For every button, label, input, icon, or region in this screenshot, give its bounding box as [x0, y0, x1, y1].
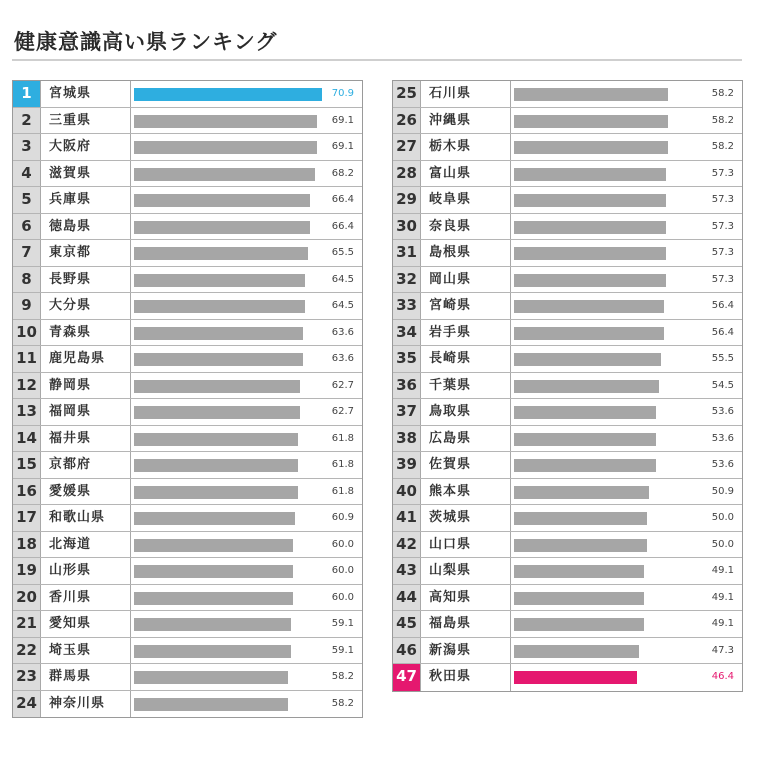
rank-number: 21: [13, 611, 41, 637]
ranking-row: [393, 346, 742, 373]
rank-number: 39: [393, 452, 421, 478]
rank-number: 38: [393, 426, 421, 452]
value-bar: [514, 194, 666, 207]
column-separator: [130, 240, 131, 266]
value-label: 57.3: [711, 273, 734, 285]
rank-number: 24: [13, 691, 41, 718]
rank-number: 27: [393, 134, 421, 160]
column-separator: [130, 691, 131, 718]
value-bar: [134, 671, 288, 684]
prefecture-name: 和歌山県: [49, 510, 106, 525]
value-label: 69.1: [331, 114, 354, 126]
value-label: 55.5: [711, 353, 734, 364]
value-bar: [134, 274, 305, 287]
prefecture-name: 高知県: [429, 589, 472, 605]
value-bar: [134, 353, 303, 366]
value-label: 64.5: [331, 300, 354, 311]
prefecture-name: 岡山県: [429, 271, 472, 287]
rank-number: 28: [393, 161, 421, 187]
value-label: 50.0: [711, 538, 734, 550]
value-bar: [514, 168, 666, 181]
value-bar: [134, 433, 298, 446]
rank-number: 25: [393, 81, 421, 107]
value-bar: [134, 592, 293, 605]
value-label: 69.1: [331, 141, 354, 152]
prefecture-name: 福井県: [49, 430, 92, 446]
value-label: 60.0: [331, 591, 354, 603]
value-label: 70.9: [331, 88, 354, 99]
value-bar: [514, 221, 666, 234]
column-separator: [510, 532, 511, 558]
value-bar: [134, 247, 308, 260]
value-bar: [134, 141, 317, 154]
ranking-row: [13, 81, 362, 108]
prefecture-name: 徳島県: [49, 218, 92, 234]
column-separator: [130, 81, 131, 107]
ranking-row: [13, 373, 362, 400]
column-separator: [130, 585, 131, 611]
value-label: 59.1: [331, 644, 354, 656]
value-bar: [514, 353, 661, 366]
rank-number: 13: [13, 399, 41, 425]
prefecture-name: 広島県: [429, 430, 472, 446]
column-separator: [130, 505, 131, 531]
value-label: 56.4: [711, 300, 734, 311]
value-bar: [514, 115, 668, 128]
value-bar: [134, 115, 317, 128]
value-bar: [134, 565, 293, 578]
ranking-row: [393, 664, 742, 691]
ranking-row: [13, 638, 362, 665]
column-separator: [510, 346, 511, 372]
prefecture-name: 千葉県: [429, 377, 472, 393]
value-bar: [514, 565, 644, 578]
rank-number: 14: [13, 426, 41, 452]
prefecture-name: 静岡県: [49, 377, 92, 393]
column-separator: [510, 267, 511, 293]
prefecture-name: 鹿児島県: [49, 351, 106, 366]
value-label: 66.4: [331, 194, 354, 205]
value-label: 68.2: [331, 167, 354, 179]
value-label: 61.8: [331, 432, 354, 444]
column-separator: [130, 293, 131, 319]
rank-number: 34: [393, 320, 421, 346]
value-bar: [514, 459, 656, 472]
column-separator: [130, 320, 131, 346]
ranking-row: [393, 638, 742, 665]
value-bar: [514, 88, 668, 101]
prefecture-name: 香川県: [49, 589, 92, 605]
value-bar: [514, 327, 664, 340]
value-label: 58.2: [711, 141, 734, 152]
prefecture-name: 神奈川県: [49, 695, 106, 711]
ranking-row: [393, 267, 742, 294]
column-separator: [130, 373, 131, 399]
ranking-row: [393, 532, 742, 559]
value-bar: [514, 539, 647, 552]
column-separator: [510, 558, 511, 584]
prefecture-name: 山梨県: [429, 563, 472, 578]
rank-number: 4: [13, 161, 41, 187]
value-label: 64.5: [331, 273, 354, 285]
column-separator: [130, 108, 131, 134]
column-separator: [130, 479, 131, 505]
prefecture-name: 岩手県: [429, 324, 472, 340]
ranking-row: [13, 664, 362, 691]
column-separator: [510, 108, 511, 134]
column-separator: [130, 452, 131, 478]
ranking-row: [13, 691, 362, 718]
prefecture-name: 長野県: [49, 271, 92, 287]
value-bar: [514, 618, 644, 631]
value-label: 63.6: [331, 326, 354, 338]
prefecture-name: 奈良県: [429, 218, 472, 234]
value-bar: [514, 406, 656, 419]
rank-number: 40: [393, 479, 421, 505]
rank-number: 47: [393, 664, 421, 691]
value-label: 46.4: [711, 671, 734, 682]
ranking-row: [13, 505, 362, 532]
prefecture-name: 沖縄県: [429, 112, 472, 128]
value-label: 50.0: [711, 512, 734, 523]
column-separator: [510, 320, 511, 346]
value-label: 61.8: [331, 459, 354, 470]
ranking-row: [13, 134, 362, 161]
ranking-row: [393, 81, 742, 108]
rank-number: 23: [13, 664, 41, 690]
value-bar: [134, 539, 293, 552]
column-separator: [130, 664, 131, 690]
value-bar: [514, 247, 666, 260]
title-divider: [12, 59, 742, 61]
column-separator: [510, 240, 511, 266]
ranking-row: [13, 187, 362, 214]
prefecture-name: 大分県: [49, 298, 92, 313]
ranking-row: [13, 585, 362, 612]
ranking-row: [13, 479, 362, 506]
prefecture-name: 宮崎県: [429, 298, 472, 313]
ranking-row: [393, 108, 742, 135]
ranking-row: [393, 426, 742, 453]
ranking-row: [13, 399, 362, 426]
ranking-row: [393, 505, 742, 532]
ranking-row: [13, 161, 362, 188]
ranking-row: [393, 161, 742, 188]
value-bar: [514, 433, 656, 446]
prefecture-name: 山口県: [429, 536, 472, 552]
column-separator: [510, 611, 511, 637]
value-bar: [134, 194, 310, 207]
column-separator: [510, 214, 511, 240]
prefecture-name: 福岡県: [49, 404, 92, 419]
rank-number: 11: [13, 346, 41, 372]
ranking-row: [393, 240, 742, 267]
rank-number: 15: [13, 452, 41, 478]
rank-number: 29: [393, 187, 421, 213]
value-bar: [514, 380, 659, 393]
rank-number: 43: [393, 558, 421, 584]
prefecture-name: 島根県: [429, 245, 472, 260]
value-bar: [134, 327, 303, 340]
column-separator: [130, 638, 131, 664]
column-separator: [130, 214, 131, 240]
value-bar: [514, 141, 668, 154]
ranking-row: [13, 108, 362, 135]
rank-number: 35: [393, 346, 421, 372]
ranking-row: [13, 452, 362, 479]
column-separator: [510, 585, 511, 611]
rank-number: 19: [13, 558, 41, 584]
rank-number: 20: [13, 585, 41, 611]
prefecture-name: 茨城県: [429, 510, 472, 525]
rank-number: 16: [13, 479, 41, 505]
ranking-row: [13, 320, 362, 347]
value-label: 47.3: [711, 644, 734, 656]
value-bar: [134, 645, 291, 658]
value-label: 58.2: [331, 671, 354, 682]
ranking-row: [13, 240, 362, 267]
value-label: 56.4: [711, 326, 734, 338]
value-bar: [134, 459, 298, 472]
prefecture-name: 兵庫県: [49, 192, 92, 207]
value-bar: [134, 300, 305, 313]
value-bar: [514, 274, 666, 287]
rank-number: 26: [393, 108, 421, 134]
rank-number: 1: [13, 81, 41, 107]
prefecture-name: 栃木県: [429, 139, 472, 154]
prefecture-name: 愛知県: [49, 616, 92, 631]
column-separator: [510, 426, 511, 452]
prefecture-name: 福島県: [429, 616, 472, 631]
rank-number: 3: [13, 134, 41, 160]
ranking-row: [393, 558, 742, 585]
value-bar: [134, 168, 315, 181]
value-label: 53.6: [711, 459, 734, 470]
prefecture-name: 青森県: [49, 324, 92, 340]
column-separator: [510, 664, 511, 691]
value-label: 62.7: [331, 379, 354, 391]
rank-number: 33: [393, 293, 421, 319]
ranking-row: [393, 293, 742, 320]
prefecture-name: 山形県: [49, 563, 92, 578]
ranking-row: [13, 532, 362, 559]
value-label: 50.9: [711, 485, 734, 497]
value-label: 58.2: [711, 88, 734, 99]
value-bar: [514, 512, 647, 525]
rank-number: 41: [393, 505, 421, 531]
rank-number: 37: [393, 399, 421, 425]
column-separator: [130, 161, 131, 187]
column-separator: [130, 346, 131, 372]
value-label: 57.3: [711, 220, 734, 232]
prefecture-name: 京都府: [49, 457, 92, 472]
prefecture-name: 大阪府: [49, 139, 92, 154]
column-separator: [510, 187, 511, 213]
ranking-table-right: [392, 80, 743, 692]
rank-number: 9: [13, 293, 41, 319]
column-separator: [510, 505, 511, 531]
value-label: 57.3: [711, 194, 734, 205]
value-label: 54.5: [711, 379, 734, 391]
value-label: 53.6: [711, 432, 734, 444]
value-label: 60.9: [331, 512, 354, 523]
value-bar: [514, 592, 644, 605]
column-separator: [510, 373, 511, 399]
value-bar: [134, 406, 300, 419]
rank-number: 36: [393, 373, 421, 399]
prefecture-name: 新潟県: [429, 642, 472, 658]
value-label: 58.2: [711, 114, 734, 126]
column-separator: [130, 558, 131, 584]
value-label: 58.2: [331, 697, 354, 709]
value-bar: [514, 671, 637, 684]
value-label: 61.8: [331, 485, 354, 497]
column-separator: [510, 134, 511, 160]
rank-number: 17: [13, 505, 41, 531]
ranking-row: [13, 611, 362, 638]
rank-number: 31: [393, 240, 421, 266]
ranking-row: [393, 399, 742, 426]
column-separator: [510, 293, 511, 319]
value-bar: [514, 486, 649, 499]
ranking-row: [13, 558, 362, 585]
column-separator: [130, 134, 131, 160]
prefecture-name: 秋田県: [429, 669, 472, 684]
rank-number: 42: [393, 532, 421, 558]
rank-number: 44: [393, 585, 421, 611]
value-bar: [134, 486, 298, 499]
column-separator: [130, 399, 131, 425]
value-label: 57.3: [711, 167, 734, 179]
value-label: 63.6: [331, 353, 354, 364]
value-bar: [134, 512, 295, 525]
ranking-row: [393, 373, 742, 400]
prefecture-name: 熊本県: [429, 483, 472, 499]
value-label: 60.0: [331, 565, 354, 576]
column-separator: [510, 452, 511, 478]
column-separator: [510, 161, 511, 187]
ranking-row: [393, 320, 742, 347]
ranking-row: [393, 134, 742, 161]
prefecture-name: 東京都: [49, 245, 92, 260]
prefecture-name: 石川県: [429, 86, 472, 101]
rank-number: 5: [13, 187, 41, 213]
rank-number: 45: [393, 611, 421, 637]
rank-number: 2: [13, 108, 41, 134]
ranking-row: [13, 293, 362, 320]
column-separator: [510, 479, 511, 505]
rank-number: 30: [393, 214, 421, 240]
rank-number: 22: [13, 638, 41, 664]
chart-title: 健康意識高い県ランキング: [14, 30, 278, 54]
column-separator: [510, 399, 511, 425]
rank-number: 32: [393, 267, 421, 293]
value-bar: [134, 380, 300, 393]
column-separator: [510, 638, 511, 664]
value-label: 65.5: [331, 247, 354, 258]
rank-number: 10: [13, 320, 41, 346]
ranking-row: [393, 452, 742, 479]
rank-number: 18: [13, 532, 41, 558]
rank-number: 6: [13, 214, 41, 240]
prefecture-name: 滋賀県: [49, 165, 92, 181]
rank-number: 46: [393, 638, 421, 664]
ranking-row: [393, 479, 742, 506]
prefecture-name: 三重県: [49, 112, 92, 128]
ranking-row: [13, 346, 362, 373]
value-label: 59.1: [331, 618, 354, 629]
value-label: 49.1: [711, 591, 734, 603]
value-bar: [514, 645, 639, 658]
prefecture-name: 群馬県: [49, 669, 92, 684]
value-bar: [134, 618, 291, 631]
ranking-row: [13, 426, 362, 453]
ranking-row: [393, 611, 742, 638]
prefecture-name: 北海道: [49, 536, 92, 552]
value-label: 57.3: [711, 247, 734, 258]
prefecture-name: 宮城県: [49, 86, 92, 101]
column-separator: [130, 611, 131, 637]
value-label: 53.6: [711, 406, 734, 417]
prefecture-name: 鳥取県: [429, 404, 472, 419]
prefecture-name: 愛媛県: [49, 483, 92, 499]
prefecture-name: 長崎県: [429, 351, 472, 366]
prefecture-name: 埼玉県: [49, 642, 92, 658]
ranking-row: [393, 187, 742, 214]
rank-number: 7: [13, 240, 41, 266]
column-separator: [130, 187, 131, 213]
ranking-table-left: [12, 80, 363, 718]
column-separator: [130, 426, 131, 452]
rank-number: 12: [13, 373, 41, 399]
value-label: 49.1: [711, 618, 734, 629]
value-label: 66.4: [331, 220, 354, 232]
value-label: 49.1: [711, 565, 734, 576]
prefecture-name: 富山県: [429, 165, 472, 181]
value-bar: [134, 88, 322, 101]
ranking-row: [393, 585, 742, 612]
value-label: 60.0: [331, 538, 354, 550]
value-label: 62.7: [331, 406, 354, 417]
value-bar: [134, 698, 288, 711]
ranking-row: [13, 267, 362, 294]
column-separator: [510, 81, 511, 107]
value-bar: [134, 221, 310, 234]
value-bar: [514, 300, 664, 313]
column-separator: [130, 532, 131, 558]
ranking-row: [13, 214, 362, 241]
prefecture-name: 岐阜県: [429, 192, 472, 207]
rank-number: 8: [13, 267, 41, 293]
column-separator: [130, 267, 131, 293]
prefecture-name: 佐賀県: [429, 457, 472, 472]
ranking-row: [393, 214, 742, 241]
